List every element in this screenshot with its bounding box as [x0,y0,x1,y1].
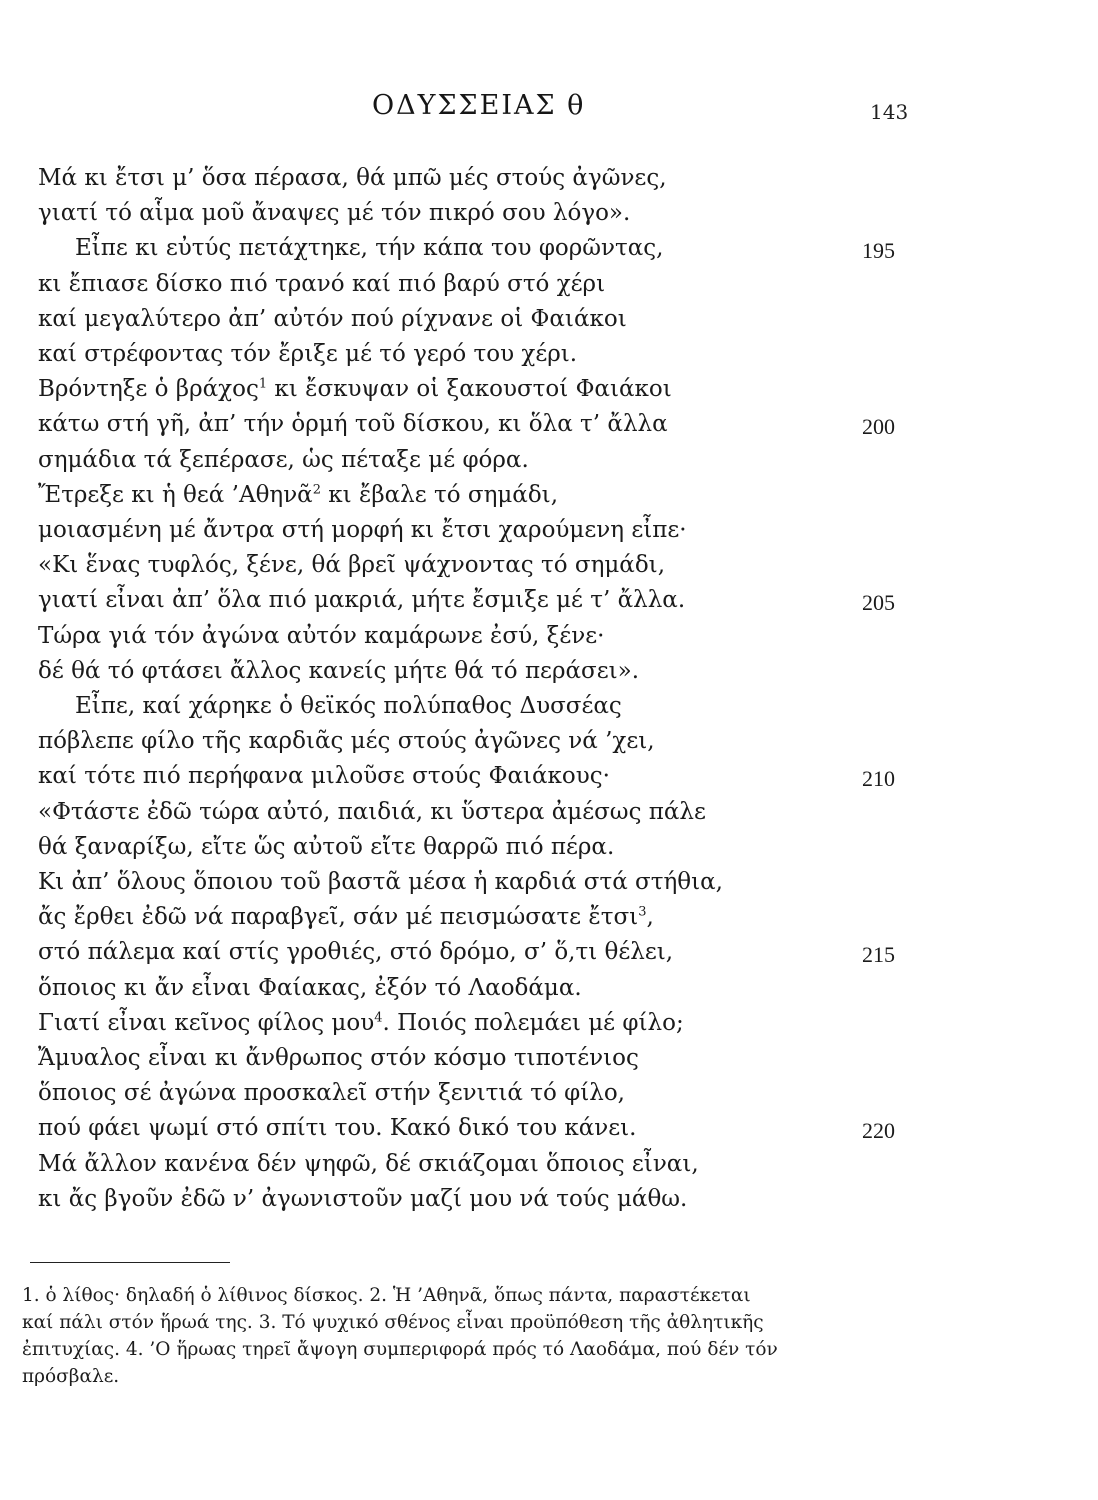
verse-line [38,1113,637,1143]
verse-text: κι ἔπιασε δίσκο πιό τρανό καί πιό βαρύ στό χέρι [38,271,606,297]
verse-text: ὅποιος σέ ἀγώνα προσκαλεῖ στήν ξενιτιά τό φίλο, [38,1080,625,1106]
footnote-line: πρόσβαλε. [22,1366,120,1387]
verse-text: γιατί τό αἷμα μοῦ ἄναψες μέ τόν πικρό σου λόγο». [38,200,631,226]
verse-text: Μά κι ἔτσι μ’ ὅσα πέρασα, θά μπῶ μές στούς ἀγῶνες, [38,165,667,191]
verse-line [38,374,672,404]
verse-text: θά ξαναρίξω, εἴτε ὥς αὐτοῦ εἴτε θαρρῶ πιό πέρα. [38,834,615,860]
verse-text: κι ἄς βγοῦν ἐδῶ ν’ ἀγωνιστοῦν μαζί μου νά τούς μάθω. [38,1186,688,1212]
verse-text-continued: κι ἔσκυψαν οἱ ξακουστοί Φαιάκοι [267,376,672,402]
verse-line [38,409,668,439]
footnote-line: 1. ὁ λίθος· δηλαδή ὁ λίθινος δίσκος. 2. Ἡ ’Αθηνᾶ, ὅπως πάντα, παραστέκεται [22,1285,751,1306]
running-head: ΟΔΥΣΣΕΙΑΣ θ [372,90,586,121]
footnote-line: καί πάλι στόν ἥρωά της. 3. Τό ψυχικό σθένος εἶναι προϋπόθεση τῆς ἀθλητικῆς [22,1312,764,1333]
footnote-rule [30,1262,230,1263]
page-number: 143 [870,100,909,124]
verse-text: Εἶπε, καί χάρηκε ὁ θεϊκός πολύπαθος Δυσσέας [75,693,622,719]
verse-text-continued: , [646,904,654,930]
verse-line [38,761,610,791]
verse-text: στό πάλεμα καί στίς γροθιές, στό δρόμο, σ’ ὅ,τι θέλει, [38,939,674,965]
verse-text-continued: . Ποιός πολεμάει μέ φίλο; [382,1010,684,1036]
verse-text: Ἄμυαλος εἶναι κι ἄνθρωπος στόν κόσμο τιποτένιος [38,1045,639,1071]
line-number: 220 [862,1118,895,1143]
verse-text: μοιασμένη μέ ἄντρα στή μορφή κι ἔτσι χαρούμενη εἶπε· [38,517,687,543]
line-number: 215 [862,942,895,967]
verse-line [38,585,685,615]
verse-text: Κι ἀπ’ ὅλους ὅποιου τοῦ βαστᾶ μέσα ἡ καρδιά στά στήθια, [38,869,723,895]
verse-line [38,480,558,510]
verse-line [38,797,706,827]
verse-text: Μά ἄλλον κανένα δέν ψηφῶ, δέ σκιάζομαι ὅποιος εἶναι, [38,1151,699,1177]
verse-line [38,1149,699,1179]
verse-line [38,656,639,686]
verse-line [38,832,614,862]
verse-line [38,867,723,897]
verse-line [38,339,577,369]
verse-text: ἄς ἔρθει ἐδῶ νά παραβγεῖ, σάν μέ πεισμώσατε ἔτσι [38,904,639,930]
verse-text: «Φτάστε ἐδῶ τώρα αὐτό, παιδιά, κι ὕστερα ἀμέσως πάλε [38,799,706,825]
verse-line [38,937,673,967]
footnote-marker: 4 [374,1010,383,1026]
verse-line [38,550,665,580]
verse-line [38,445,529,475]
footnote-marker: 1 [258,376,268,392]
line-number: 200 [862,414,895,439]
verse-line [75,691,622,721]
verse-line [38,1184,687,1214]
footnote-line: ἐπιτυχίας. 4. ’Ο ἥρωας τηρεῖ ἄψογη συμπεριφορά πρός τό Λαοδάμα, πού δέν τόν [22,1339,778,1360]
verse-line [38,304,627,334]
verse-text: καί στρέφοντας τόν ἔριξε μέ τό γερό του χέρι. [38,341,578,367]
line-number: 195 [862,238,895,263]
verse-text: ὅποιος κι ἄν εἶναι Φαίακας, ἐξόν τό Λαοδάμα. [38,975,582,1001]
verse-line [38,163,667,193]
footnote-marker: 2 [312,482,321,498]
verse-text-continued: κι ἔβαλε τό σημάδι, [321,482,559,508]
line-number: 210 [862,766,895,791]
verse-text: κάτω στή γῆ, ἀπ’ τήν ὁρμή τοῦ δίσκου, κι ὅλα τ’ ἄλλα [38,411,668,437]
verse-line [38,621,604,651]
verse-text: «Κι ἕνας τυφλός, ξένε, θά βρεῖ ψάχνοντας τό σημάδι, [38,552,666,578]
verse-line [38,726,655,756]
verse-text: δέ θά τό φτάσει ἄλλος κανείς μήτε θά τό περάσει». [38,658,640,684]
verse-text: γιατί εἶναι ἀπ’ ὅλα πιό μακριά, μήτε ἔσμιξε μέ τ’ ἄλλα. [38,587,686,613]
verse-text: πόβλεπε φίλο τῆς καρδιᾶς μές στούς ἀγῶνες νά ’χει, [38,728,655,754]
line-number: 205 [862,590,895,615]
verse-text: Ἔτρεξε κι ἡ θεά ’Αθηνᾶ [38,482,313,508]
verse-text: Τώρα γιά τόν ἀγώνα αὐτόν καμάρωνε ἐσύ, ξένε· [38,623,605,649]
verse-line [38,902,654,932]
verse-text: καί τότε πιό περήφανα μιλοῦσε στούς Φαιάκους· [38,763,610,789]
footnote-marker: 3 [638,904,647,920]
verse-line [38,973,582,1003]
verse-line [38,1008,684,1038]
verse-line [38,515,687,545]
verse-text: Εἶπε κι εὐτύς πετάχτηκε, τήν κάπα του φορῶντας, [75,235,664,261]
verse-line [75,233,663,263]
verse-line [38,1043,639,1073]
verse-text: καί μεγαλύτερο ἀπ’ αὐτόν πού ρίχνανε οἱ Φαιάκοι [38,306,627,332]
verse-line [38,198,630,228]
verse-line [38,269,605,299]
verse-line [38,1078,625,1108]
verse-text: σημάδια τά ξεπέρασε, ὡς πέταξε μέ φόρα. [38,447,529,473]
verse-text: Βρόντηξε ὁ βράχος [38,376,259,402]
verse-text: πού φάει ψωμί στό σπίτι του. Κακό δικό του κάνει. [38,1115,637,1141]
verse-text: Γιατί εἶναι κεῖνος φίλος μου [38,1010,375,1036]
